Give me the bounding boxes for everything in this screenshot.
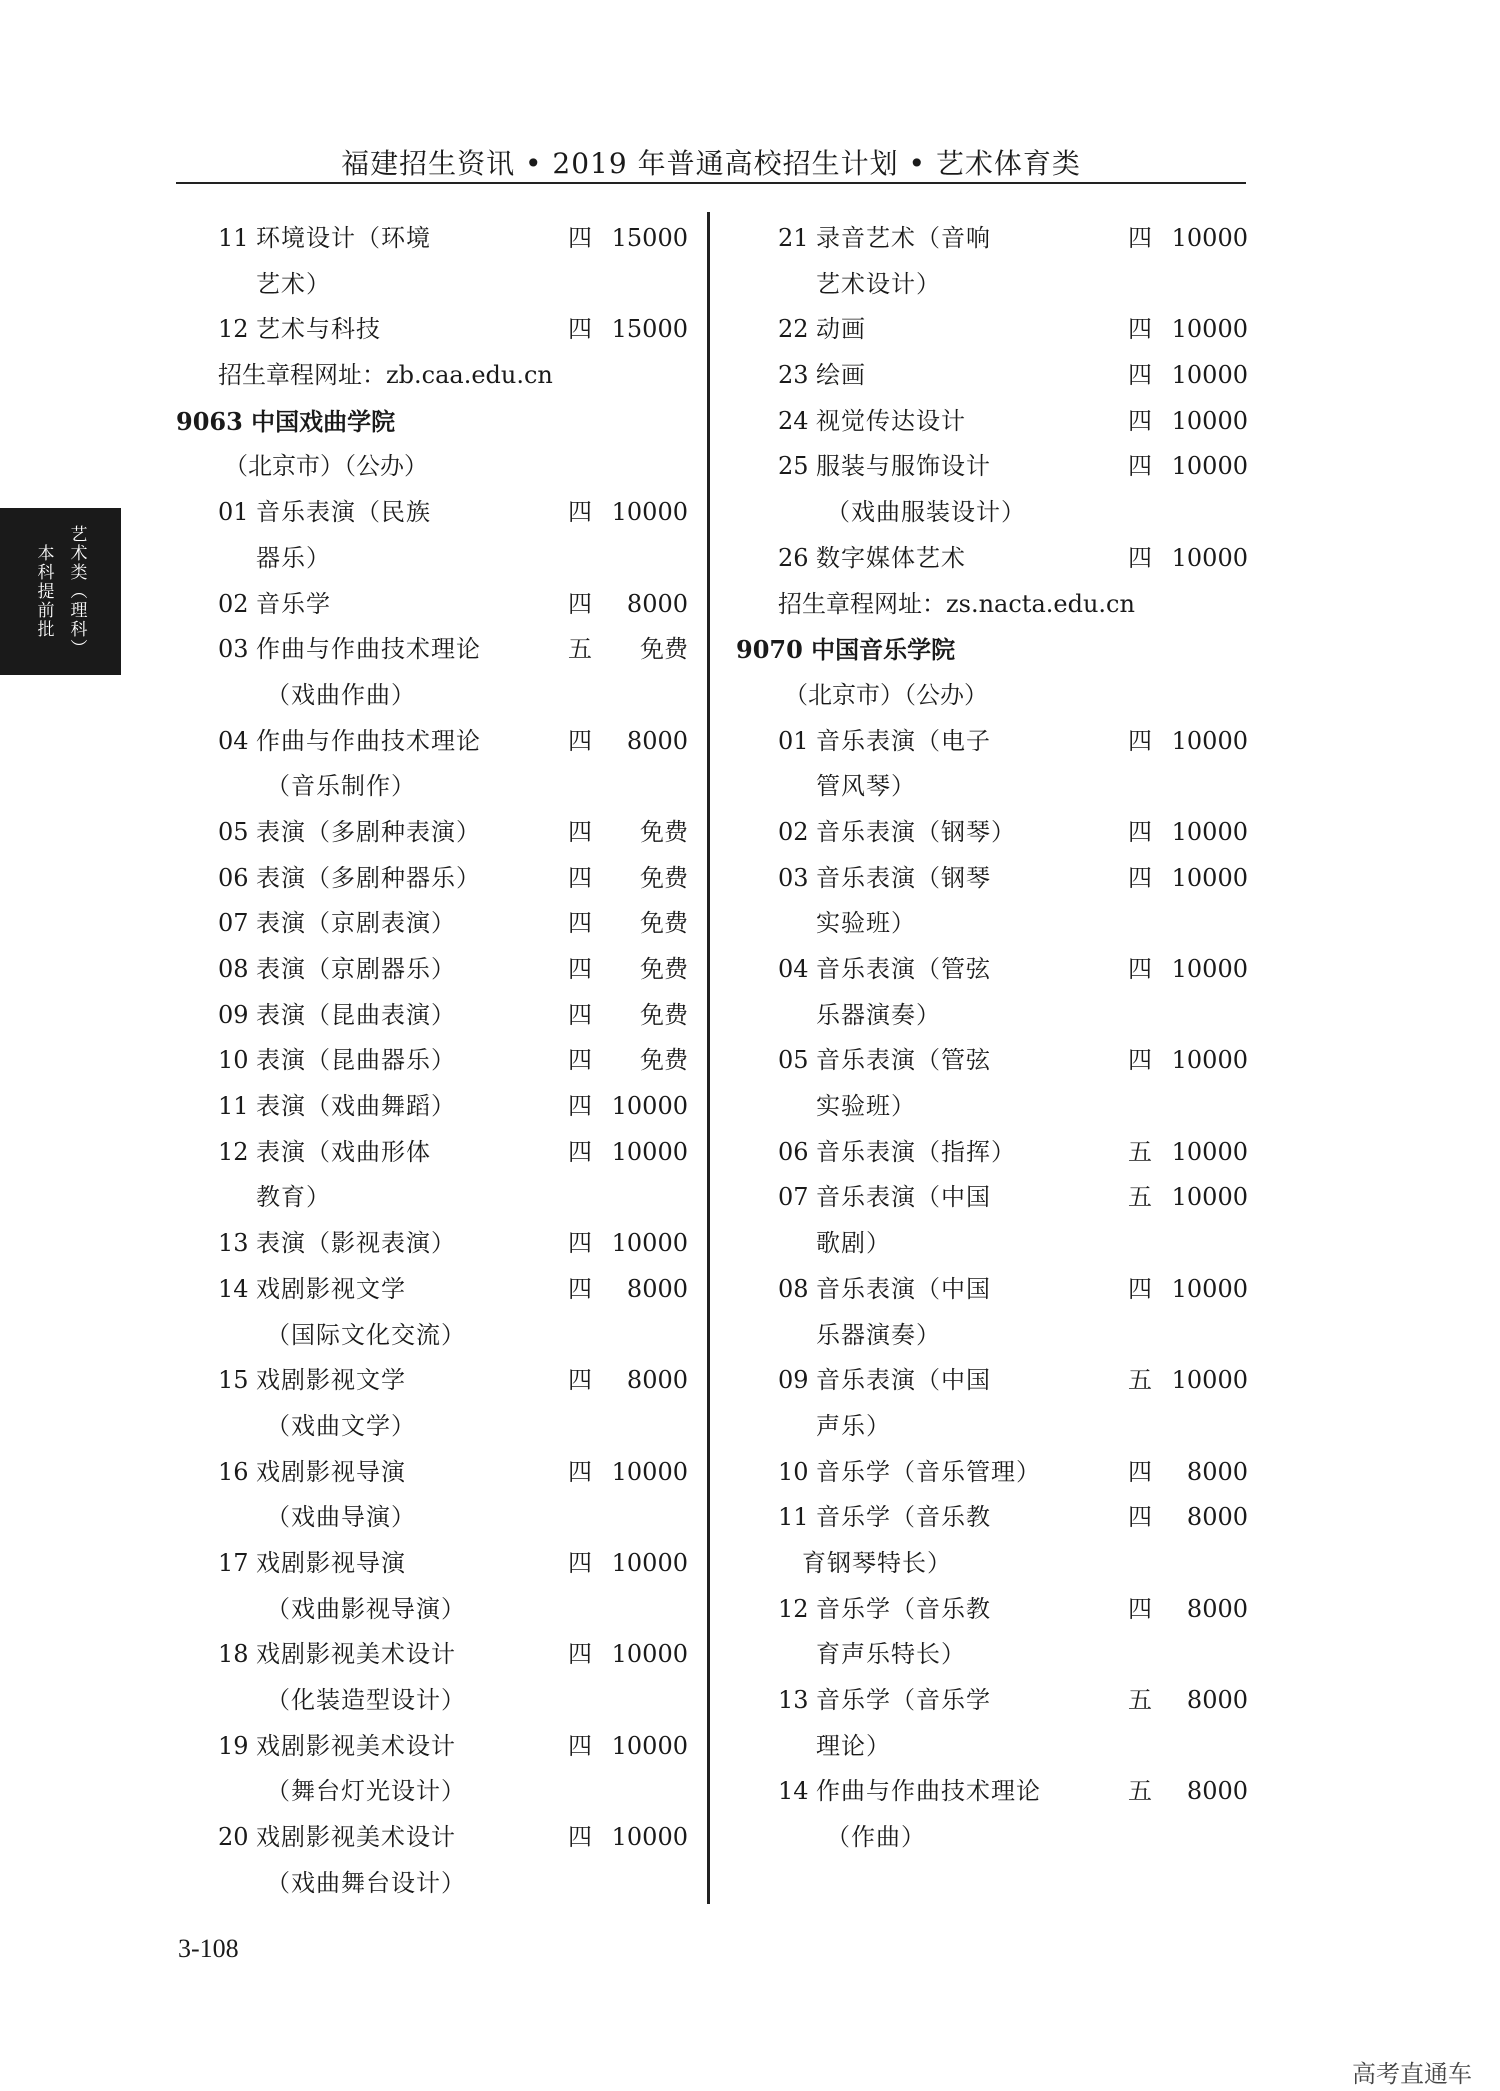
major-name: 音乐表演（中国 bbox=[816, 1366, 991, 1395]
study-years: 四 bbox=[1128, 224, 1152, 252]
major-name: 表演（京剧表演） bbox=[256, 909, 456, 938]
study-years: 四 bbox=[1128, 817, 1152, 846]
major-code: 12 bbox=[218, 1137, 249, 1166]
study-years: 五 bbox=[1128, 1366, 1152, 1395]
major-row bbox=[176, 1632, 696, 1678]
major-row bbox=[176, 1221, 696, 1267]
tuition-fee: 10000 bbox=[611, 1823, 688, 1852]
right-column bbox=[736, 216, 1256, 1861]
major-name-continued bbox=[176, 536, 696, 582]
major-name: 音乐表演（民族 bbox=[256, 498, 431, 527]
study-years: 四 bbox=[568, 726, 592, 755]
major-code: 25 bbox=[778, 452, 809, 481]
major-name-continuation: （音乐制作） bbox=[266, 772, 416, 801]
study-years: 四 bbox=[1128, 1594, 1152, 1623]
major-name-continuation: （戏曲服装设计） bbox=[826, 498, 1026, 527]
major-row bbox=[176, 1267, 696, 1313]
admissions-url-row bbox=[736, 582, 1256, 628]
major-row bbox=[176, 582, 696, 628]
study-years: 五 bbox=[568, 635, 592, 664]
major-row bbox=[736, 399, 1256, 445]
major-code: 16 bbox=[218, 1457, 249, 1486]
major-name: 表演（多剧种表演） bbox=[256, 817, 481, 846]
institution-name: 9070 中国音乐学院 bbox=[736, 635, 956, 665]
major-name: 戏剧影视美术设计 bbox=[256, 1823, 456, 1852]
tuition-fee: 10000 bbox=[611, 1548, 688, 1577]
admissions-url: 招生章程网址：zb.caa.edu.cn bbox=[218, 361, 553, 390]
study-years: 四 bbox=[1128, 863, 1152, 892]
major-name: 表演（影视表演） bbox=[256, 1229, 456, 1258]
page-header: 福建招生资讯 • 2019 年普通高校招生计划 • 艺术体育类 bbox=[341, 147, 1081, 180]
major-name: 戏剧影视美术设计 bbox=[256, 1731, 456, 1760]
major-row bbox=[736, 353, 1256, 399]
major-row bbox=[736, 1769, 1256, 1815]
major-name-continued bbox=[736, 764, 1256, 810]
major-code: 19 bbox=[218, 1731, 249, 1760]
major-name: 表演（京剧器乐） bbox=[256, 955, 456, 983]
major-name-continued bbox=[736, 262, 1256, 308]
tuition-fee: 10000 bbox=[1171, 1183, 1248, 1212]
study-years: 四 bbox=[568, 1640, 592, 1669]
major-name-continued bbox=[176, 1587, 696, 1633]
tuition-fee: 10000 bbox=[1171, 863, 1248, 892]
major-code: 22 bbox=[778, 315, 809, 344]
major-name: 表演（戏曲舞蹈） bbox=[256, 1092, 456, 1121]
major-name-continuation: 艺术设计） bbox=[816, 269, 941, 298]
major-name-continuation: 管风琴） bbox=[816, 772, 916, 801]
major-name: 戏剧影视美术设计 bbox=[256, 1640, 456, 1669]
major-name: 表演（戏曲形体 bbox=[256, 1137, 431, 1166]
major-row bbox=[176, 901, 696, 947]
major-name: 作曲与作曲技术理论 bbox=[816, 1777, 1041, 1806]
major-row bbox=[736, 1038, 1256, 1084]
study-years: 四 bbox=[568, 955, 592, 983]
major-name-continued bbox=[736, 993, 1256, 1039]
major-code: 01 bbox=[218, 498, 249, 527]
major-code: 09 bbox=[778, 1366, 809, 1395]
study-years: 四 bbox=[1128, 955, 1152, 983]
major-name-continued bbox=[736, 1724, 1256, 1770]
major-name-continuation: （作曲） bbox=[826, 1823, 926, 1852]
study-years: 四 bbox=[568, 315, 592, 344]
side-tab-category: 艺术类（理科） bbox=[66, 525, 87, 658]
major-row bbox=[736, 444, 1256, 490]
major-name: 音乐表演（管弦 bbox=[816, 955, 991, 983]
admissions-url: 招生章程网址：zs.nacta.edu.cn bbox=[778, 589, 1135, 618]
tuition-fee: 10000 bbox=[1171, 452, 1248, 481]
study-years: 五 bbox=[1128, 1686, 1152, 1714]
study-years: 四 bbox=[1128, 726, 1152, 755]
major-name: 表演（昆曲表演） bbox=[256, 1000, 456, 1029]
major-name-continued bbox=[736, 1815, 1256, 1861]
tuition-fee: 10000 bbox=[1171, 726, 1248, 755]
major-name: 音乐表演（钢琴 bbox=[816, 863, 991, 892]
major-code: 12 bbox=[218, 315, 249, 344]
major-row bbox=[176, 1358, 696, 1404]
major-name-continued bbox=[736, 901, 1256, 947]
major-code: 09 bbox=[218, 1000, 249, 1029]
major-code: 11 bbox=[778, 1503, 809, 1532]
tuition-fee: 10000 bbox=[611, 1229, 688, 1258]
major-code: 02 bbox=[218, 589, 249, 618]
left-column bbox=[176, 216, 696, 1906]
tuition-fee: 免费 bbox=[640, 817, 688, 846]
major-row bbox=[176, 627, 696, 673]
major-row bbox=[176, 307, 696, 353]
tuition-fee: 8000 bbox=[626, 589, 688, 618]
study-years: 四 bbox=[568, 1731, 592, 1760]
major-name-continued bbox=[736, 1084, 1256, 1130]
major-row bbox=[736, 1175, 1256, 1221]
major-name-continuation: （戏曲舞台设计） bbox=[266, 1868, 466, 1897]
tuition-fee: 10000 bbox=[1171, 315, 1248, 344]
study-years: 五 bbox=[1128, 1137, 1152, 1166]
major-code: 23 bbox=[778, 361, 809, 390]
major-name-continued bbox=[176, 262, 696, 308]
tuition-fee: 15000 bbox=[611, 224, 688, 252]
major-name-continuation: 声乐） bbox=[816, 1411, 891, 1440]
major-row bbox=[736, 1358, 1256, 1404]
tuition-fee: 10000 bbox=[611, 1640, 688, 1669]
major-name-continuation: （舞台灯光设计） bbox=[266, 1777, 466, 1806]
major-row bbox=[176, 719, 696, 765]
major-name: 表演（昆曲器乐） bbox=[256, 1046, 456, 1075]
major-name: 环境设计（环境 bbox=[256, 224, 431, 252]
study-years: 四 bbox=[568, 863, 592, 892]
tuition-fee: 10000 bbox=[611, 1137, 688, 1166]
study-years: 四 bbox=[568, 1137, 592, 1166]
watermark: 高考直通车 bbox=[1352, 2060, 1472, 2088]
major-row bbox=[736, 1678, 1256, 1724]
institution-location bbox=[736, 673, 1256, 719]
tuition-fee: 免费 bbox=[640, 955, 688, 983]
study-years: 四 bbox=[1128, 1274, 1152, 1303]
major-code: 10 bbox=[778, 1457, 809, 1486]
column-divider bbox=[707, 212, 710, 1904]
major-row bbox=[176, 947, 696, 993]
major-code: 21 bbox=[778, 224, 809, 252]
study-years: 四 bbox=[568, 1548, 592, 1577]
major-name-continuation: （戏曲文学） bbox=[266, 1411, 416, 1440]
major-name-continued bbox=[176, 1404, 696, 1450]
study-years: 四 bbox=[1128, 1503, 1152, 1532]
study-years: 四 bbox=[568, 1046, 592, 1075]
major-row bbox=[176, 993, 696, 1039]
major-name: 服装与服饰设计 bbox=[816, 452, 991, 481]
major-name-continued bbox=[176, 1175, 696, 1221]
major-row bbox=[176, 1038, 696, 1084]
major-code: 11 bbox=[218, 1092, 249, 1121]
institution-location bbox=[176, 444, 696, 490]
major-code: 05 bbox=[218, 817, 249, 846]
study-years: 五 bbox=[1128, 1183, 1152, 1212]
tuition-fee: 免费 bbox=[640, 1000, 688, 1029]
major-name-continued bbox=[176, 1769, 696, 1815]
tuition-fee: 10000 bbox=[611, 1731, 688, 1760]
major-name-continuation: 教育） bbox=[256, 1183, 331, 1212]
major-name: 戏剧影视导演 bbox=[256, 1457, 406, 1486]
major-name-continued bbox=[176, 1678, 696, 1724]
institution-location-text: （北京市）（公办） bbox=[224, 452, 428, 481]
study-years: 四 bbox=[568, 589, 592, 618]
major-name: 音乐表演（电子 bbox=[816, 726, 991, 755]
major-row bbox=[736, 856, 1256, 902]
tuition-fee: 10000 bbox=[1171, 224, 1248, 252]
tuition-fee: 8000 bbox=[1186, 1686, 1248, 1714]
tuition-fee: 15000 bbox=[611, 315, 688, 344]
major-name-continued bbox=[736, 490, 1256, 536]
major-name: 戏剧影视文学 bbox=[256, 1366, 406, 1395]
major-row bbox=[176, 1084, 696, 1130]
major-code: 04 bbox=[778, 955, 809, 983]
tuition-fee: 免费 bbox=[640, 1046, 688, 1075]
major-name: 音乐学（音乐管理） bbox=[816, 1457, 1041, 1486]
tuition-fee: 10000 bbox=[1171, 1046, 1248, 1075]
study-years: 四 bbox=[1128, 406, 1152, 435]
tuition-fee: 免费 bbox=[640, 635, 688, 664]
side-tab bbox=[0, 508, 121, 675]
institution-location-text: （北京市）（公办） bbox=[784, 680, 988, 709]
major-code: 08 bbox=[218, 955, 249, 983]
major-name-continuation: 歌剧） bbox=[816, 1229, 891, 1258]
major-row bbox=[736, 1495, 1256, 1541]
tuition-fee: 8000 bbox=[1186, 1594, 1248, 1623]
major-row bbox=[736, 216, 1256, 262]
major-row bbox=[176, 1724, 696, 1770]
study-years: 四 bbox=[568, 1092, 592, 1121]
major-name-continued bbox=[736, 1541, 1256, 1587]
major-name-continuation: 艺术） bbox=[256, 269, 331, 298]
tuition-fee: 10000 bbox=[1171, 1137, 1248, 1166]
tuition-fee: 10000 bbox=[611, 498, 688, 527]
tuition-fee: 8000 bbox=[626, 726, 688, 755]
major-name-continuation: 育钢琴特长） bbox=[802, 1548, 952, 1577]
major-row bbox=[176, 1130, 696, 1176]
study-years: 四 bbox=[1128, 361, 1152, 390]
study-years: 四 bbox=[1128, 452, 1152, 481]
major-name-continued bbox=[736, 1221, 1256, 1267]
study-years: 四 bbox=[568, 1823, 592, 1852]
institution-heading bbox=[736, 627, 1256, 673]
study-years: 四 bbox=[568, 1000, 592, 1029]
major-code: 18 bbox=[218, 1640, 249, 1669]
major-name-continuation: （戏曲影视导演） bbox=[266, 1594, 466, 1623]
major-row bbox=[736, 536, 1256, 582]
major-name-continuation: 理论） bbox=[816, 1731, 891, 1760]
major-row bbox=[176, 490, 696, 536]
tuition-fee: 10000 bbox=[1171, 1366, 1248, 1395]
major-name-continuation: （化装造型设计） bbox=[266, 1686, 466, 1714]
major-row bbox=[736, 307, 1256, 353]
major-code: 15 bbox=[218, 1366, 249, 1395]
major-name-continued bbox=[736, 1313, 1256, 1359]
major-row bbox=[736, 1450, 1256, 1496]
major-name: 作曲与作曲技术理论 bbox=[256, 726, 481, 755]
major-name: 音乐学（音乐教 bbox=[816, 1503, 991, 1532]
major-name: 戏剧影视导演 bbox=[256, 1548, 406, 1577]
study-years: 四 bbox=[568, 1457, 592, 1486]
major-name-continuation: 器乐） bbox=[256, 543, 331, 572]
major-code: 06 bbox=[778, 1137, 809, 1166]
major-name: 音乐表演（管弦 bbox=[816, 1046, 991, 1075]
tuition-fee: 8000 bbox=[1186, 1777, 1248, 1806]
major-name: 戏剧影视文学 bbox=[256, 1274, 406, 1303]
major-name: 数字媒体艺术 bbox=[816, 543, 966, 572]
major-code: 17 bbox=[218, 1548, 249, 1577]
major-code: 07 bbox=[778, 1183, 809, 1212]
tuition-fee: 免费 bbox=[640, 909, 688, 938]
institution-name: 9063 中国戏曲学院 bbox=[176, 406, 396, 436]
major-name-continuation: （国际文化交流） bbox=[266, 1320, 466, 1349]
major-code: 07 bbox=[218, 909, 249, 938]
tuition-fee: 8000 bbox=[626, 1274, 688, 1303]
major-code: 13 bbox=[778, 1686, 809, 1714]
major-name: 音乐学（音乐教 bbox=[816, 1594, 991, 1623]
major-row bbox=[176, 810, 696, 856]
major-name: 音乐学 bbox=[256, 589, 331, 618]
major-name-continuation: 实验班） bbox=[816, 1092, 916, 1121]
major-code: 02 bbox=[778, 817, 809, 846]
study-years: 四 bbox=[568, 909, 592, 938]
major-name: 作曲与作曲技术理论 bbox=[256, 635, 481, 664]
institution-heading bbox=[176, 399, 696, 445]
major-name: 绘画 bbox=[816, 361, 866, 390]
major-row bbox=[176, 856, 696, 902]
major-name-continued bbox=[176, 1313, 696, 1359]
tuition-fee: 10000 bbox=[1171, 817, 1248, 846]
study-years: 四 bbox=[568, 498, 592, 527]
major-name: 艺术与科技 bbox=[256, 315, 381, 344]
major-name: 视觉传达设计 bbox=[816, 406, 966, 435]
major-code: 03 bbox=[778, 863, 809, 892]
tuition-fee: 10000 bbox=[1171, 406, 1248, 435]
tuition-fee: 8000 bbox=[626, 1366, 688, 1395]
major-name-continuation: （戏曲导演） bbox=[266, 1503, 416, 1532]
study-years: 五 bbox=[1128, 1777, 1152, 1806]
study-years: 四 bbox=[568, 224, 592, 252]
major-row bbox=[176, 1450, 696, 1496]
major-name: 录音艺术（音响 bbox=[816, 224, 991, 252]
major-code: 14 bbox=[778, 1777, 809, 1806]
tuition-fee: 8000 bbox=[1186, 1503, 1248, 1532]
major-code: 08 bbox=[778, 1274, 809, 1303]
major-code: 26 bbox=[778, 543, 809, 572]
major-code: 04 bbox=[218, 726, 249, 755]
major-code: 14 bbox=[218, 1274, 249, 1303]
tuition-fee: 免费 bbox=[640, 863, 688, 892]
major-name-continuation: 育声乐特长） bbox=[816, 1640, 966, 1669]
tuition-fee: 10000 bbox=[1171, 955, 1248, 983]
major-row bbox=[736, 947, 1256, 993]
major-name: 音乐表演（指挥） bbox=[816, 1137, 1016, 1166]
major-row bbox=[736, 719, 1256, 765]
major-name-continued bbox=[736, 1404, 1256, 1450]
major-name: 音乐学（音乐学 bbox=[816, 1686, 991, 1714]
major-row bbox=[736, 810, 1256, 856]
major-name-continued bbox=[176, 1495, 696, 1541]
tuition-fee: 10000 bbox=[1171, 1274, 1248, 1303]
major-row bbox=[736, 1130, 1256, 1176]
major-code: 06 bbox=[218, 863, 249, 892]
major-row bbox=[176, 1815, 696, 1861]
study-years: 四 bbox=[1128, 1457, 1152, 1486]
major-name-continuation: 乐器演奏） bbox=[816, 1000, 941, 1029]
major-name: 音乐表演（中国 bbox=[816, 1183, 991, 1212]
study-years: 四 bbox=[568, 1366, 592, 1395]
major-name: 音乐表演（中国 bbox=[816, 1274, 991, 1303]
major-name-continuation: （戏曲作曲） bbox=[266, 680, 416, 709]
side-tab-batch: 本科提前批 bbox=[33, 544, 54, 639]
tuition-fee: 10000 bbox=[611, 1457, 688, 1486]
tuition-fee: 10000 bbox=[611, 1092, 688, 1121]
admissions-url-row bbox=[176, 353, 696, 399]
major-row bbox=[176, 1541, 696, 1587]
study-years: 四 bbox=[568, 1274, 592, 1303]
tuition-fee: 10000 bbox=[1171, 361, 1248, 390]
major-code: 13 bbox=[218, 1229, 249, 1258]
major-code: 01 bbox=[778, 726, 809, 755]
major-name-continued bbox=[176, 764, 696, 810]
major-name: 音乐表演（钢琴） bbox=[816, 817, 1016, 846]
study-years: 四 bbox=[1128, 1046, 1152, 1075]
tuition-fee: 10000 bbox=[1171, 543, 1248, 572]
major-name-continued bbox=[176, 1861, 696, 1907]
major-code: 24 bbox=[778, 406, 809, 435]
major-name-continuation: 乐器演奏） bbox=[816, 1320, 941, 1349]
major-code: 05 bbox=[778, 1046, 809, 1075]
header-rule bbox=[176, 182, 1246, 184]
major-code: 10 bbox=[218, 1046, 249, 1075]
study-years: 四 bbox=[1128, 315, 1152, 344]
major-row bbox=[736, 1267, 1256, 1313]
study-years: 四 bbox=[1128, 543, 1152, 572]
major-code: 12 bbox=[778, 1594, 809, 1623]
major-row bbox=[736, 1587, 1256, 1633]
major-code: 03 bbox=[218, 635, 249, 664]
tuition-fee: 8000 bbox=[1186, 1457, 1248, 1486]
study-years: 四 bbox=[568, 1229, 592, 1258]
major-name-continuation: 实验班） bbox=[816, 909, 916, 938]
major-code: 11 bbox=[218, 224, 249, 252]
major-name: 动画 bbox=[816, 315, 866, 344]
major-row bbox=[176, 216, 696, 262]
page-number: 3-108 bbox=[178, 1934, 239, 1963]
major-name: 表演（多剧种器乐） bbox=[256, 863, 481, 892]
study-years: 四 bbox=[568, 817, 592, 846]
major-name-continued bbox=[176, 673, 696, 719]
major-code: 20 bbox=[218, 1823, 249, 1852]
major-name-continued bbox=[736, 1632, 1256, 1678]
